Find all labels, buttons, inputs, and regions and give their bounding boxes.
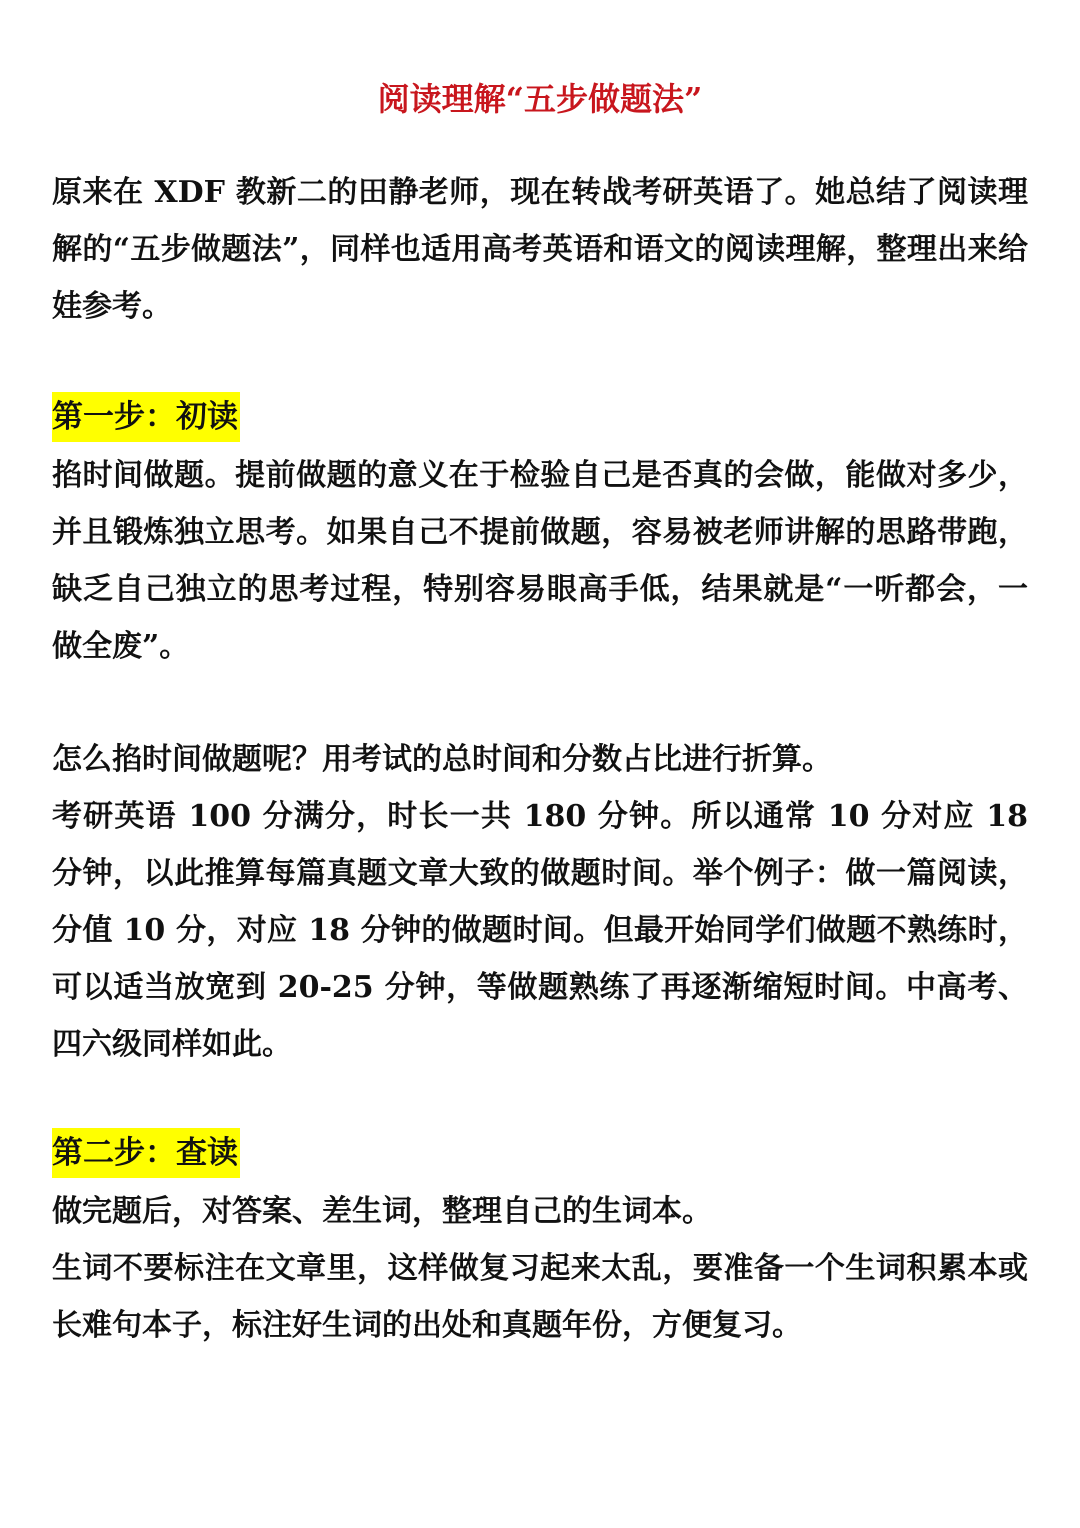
step1-detail: 考研英语 100 分满分，时长一共 180 分钟。所以通常 10 分对应 18 分钟，以此推算每篇真题文章大致的做题时间。举个例子：做一篇阅读，分值 10 分，对应 18 分钟的做题时间。但最开始同学们做题不熟练时，可以适当放宽到 20-25 分钟，等做题熟练了再逐渐缩短时间。中高考、四六级同样如此。 bbox=[52, 799, 1028, 1062]
step1-heading: 第一步：初读 bbox=[52, 392, 240, 442]
document-title: 阅读理解“五步做题法” bbox=[377, 80, 703, 119]
step1-body: 掐时间做题。提前做题的意义在于检验自己是否真的会做，能做对多少，并且锻炼独立思考。如果自己不提前做题，容易被老师讲解的思路带跑，缺乏自己独立的思考过程，特别容易眼高手低，结果就是“一听都会，一做全废”。 bbox=[52, 458, 1028, 664]
step2-body-detail: 生词不要标注在文章里，这样做复习起来太乱，要准备一个生词积累本或长难句本子，标注好生词的出处和真题年份，方便复习。 bbox=[52, 1251, 1028, 1343]
step2-heading: 第二步：查读 bbox=[52, 1128, 240, 1178]
step2-body: 做完题后，对答案、差生词，整理自己的生词本。 bbox=[52, 1194, 712, 1229]
step1-question: 怎么掐时间做题呢？用考试的总时间和分数占比进行折算。 bbox=[52, 742, 832, 777]
intro-paragraph: 原来在 XDF 教新二的田静老师，现在转战考研英语了。她总结了阅读理解的“五步做题法”，同样也适用高考英语和语文的阅读理解，整理出来给娃参考。 bbox=[52, 175, 1028, 324]
